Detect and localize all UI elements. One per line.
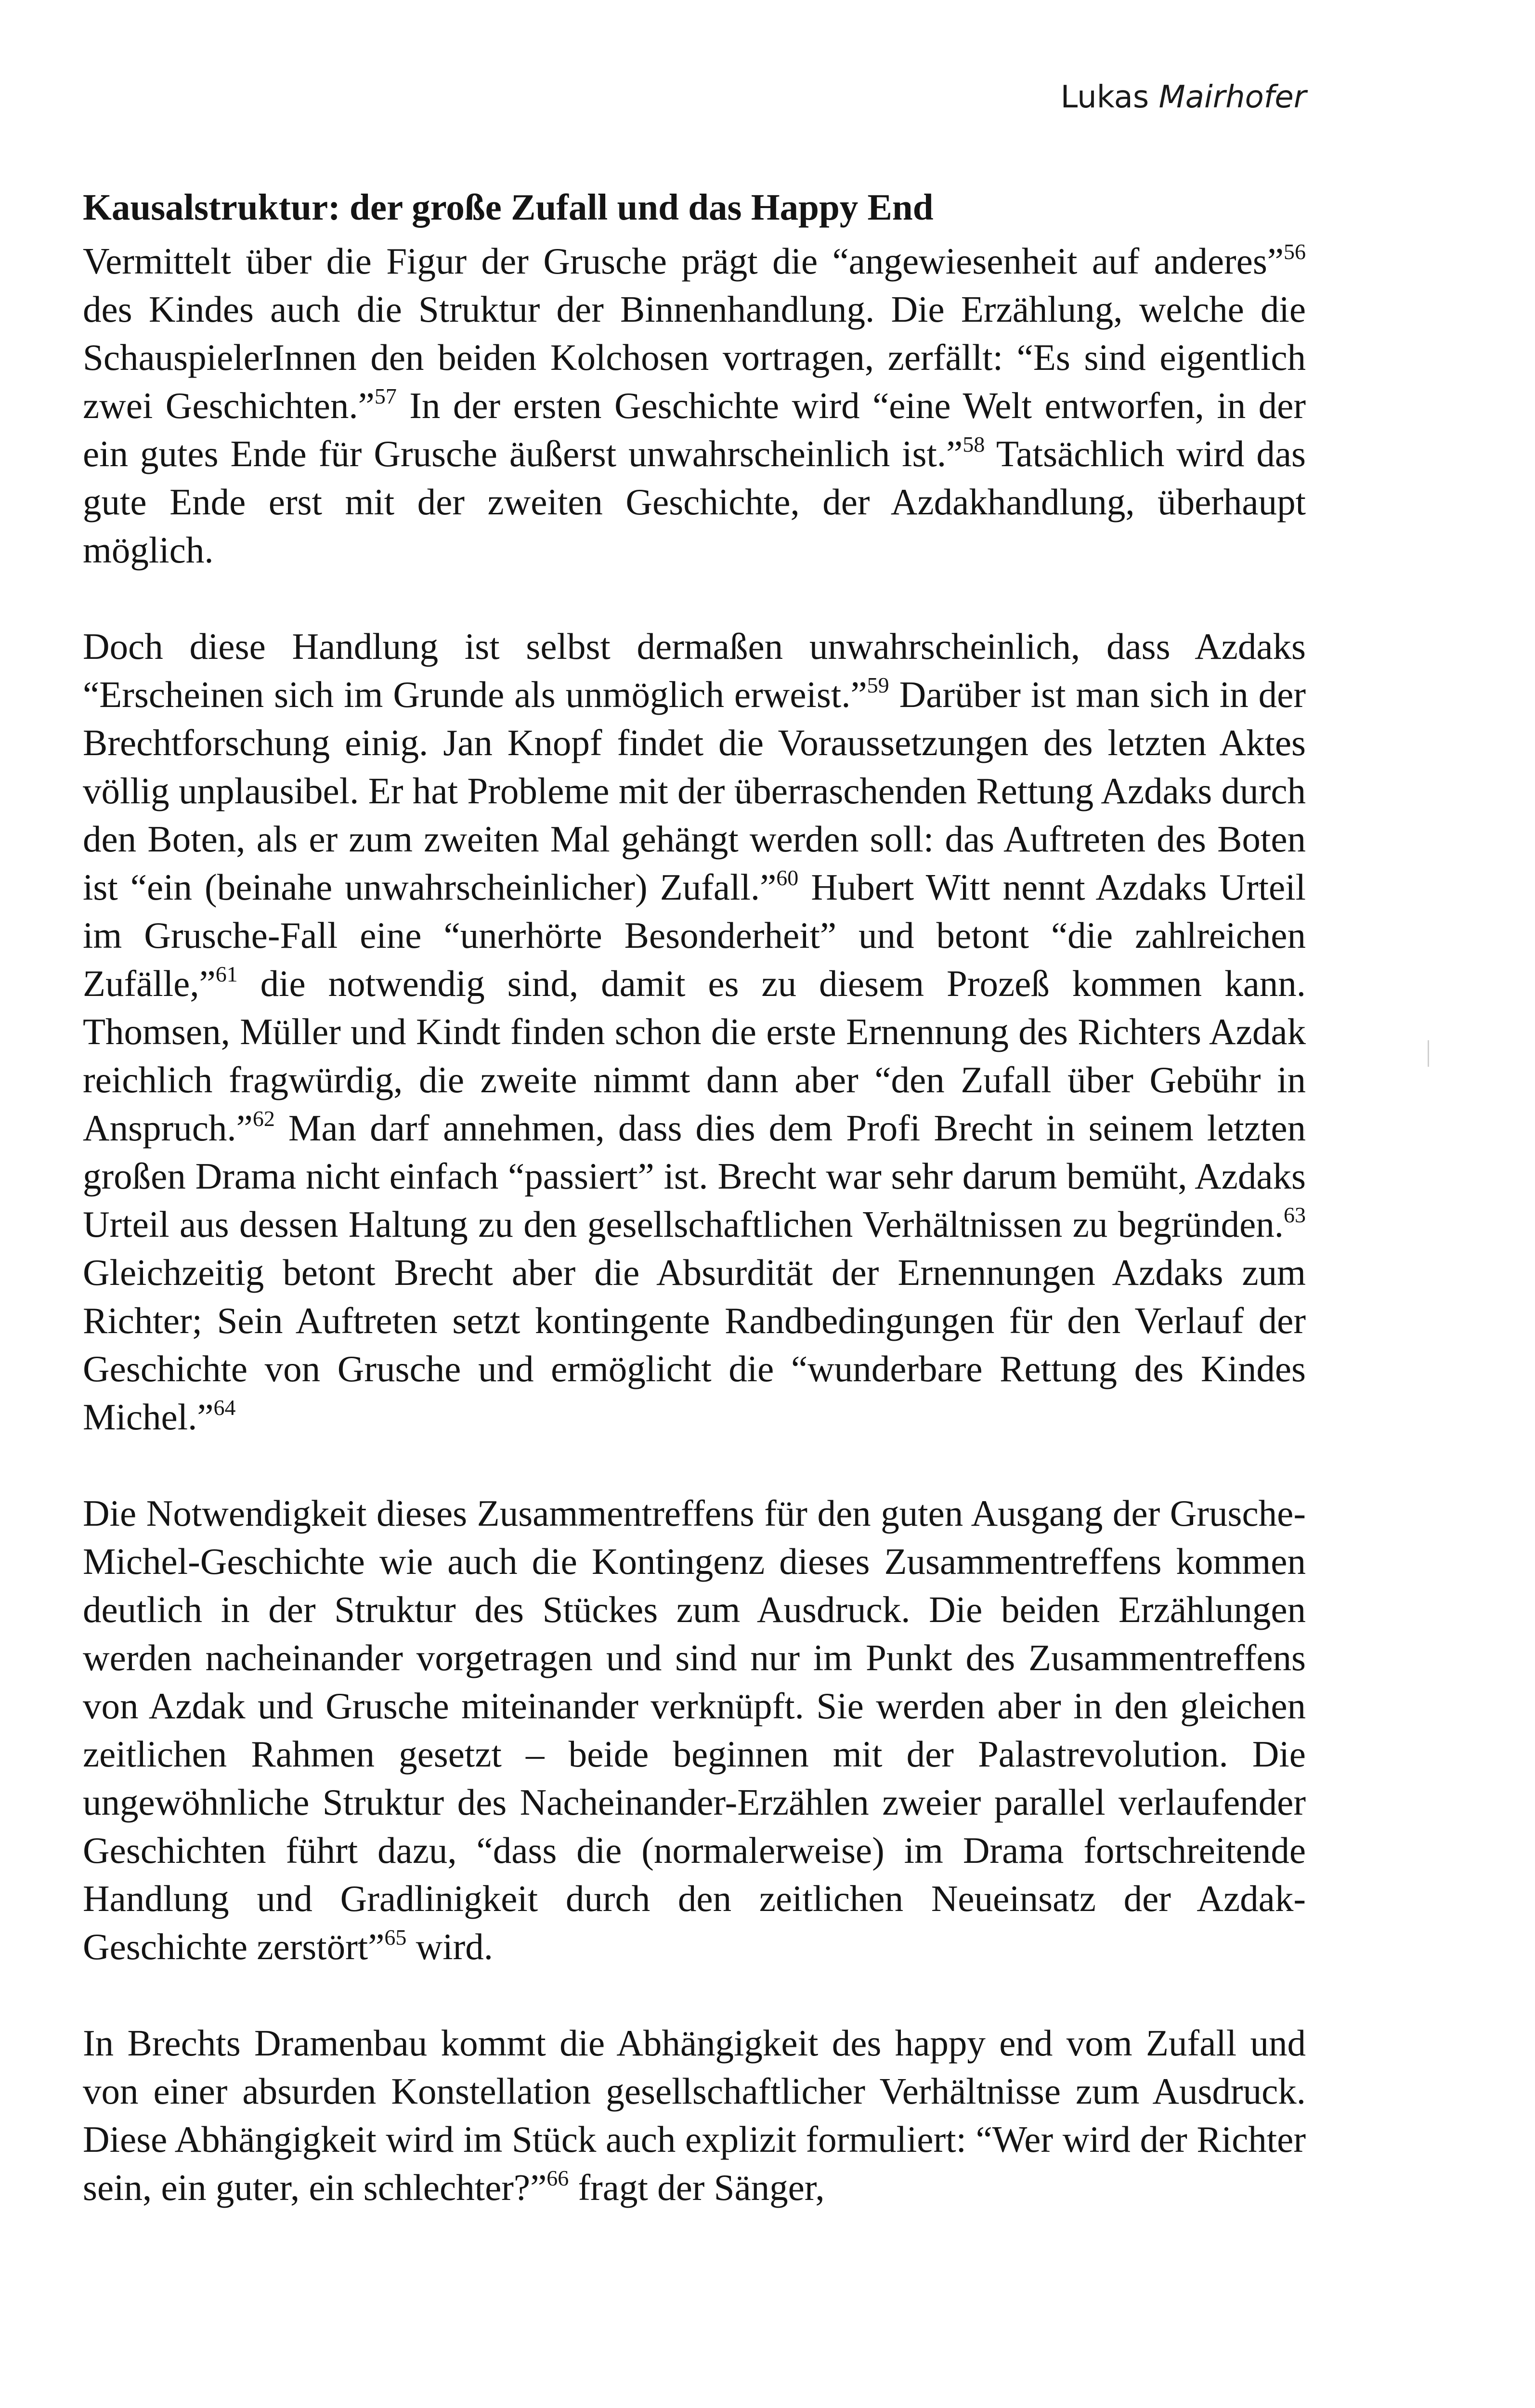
paragraph-text: Tatsächlich wird das gute Ende erst mit der zweiten Geschichte, der Azdakhandlung, überhaupt möglich. [83,433,1306,571]
margin-mark [1428,1040,1429,1067]
author-last-name: Mairhofer [1158,79,1306,115]
page-body [83,183,1306,2212]
paragraph-text: Vermittelt über die Figur der Grusche prägt die “angewiesenheit auf anderes” [83,240,1284,282]
paragraph-text: Doch diese Handlung ist selbst dermaßen unwahrscheinlich, dass Azdaks “Erscheinen sich im Grunde als unmöglich erweist.” [83,626,1306,715]
footnote-ref: 61 [215,962,238,986]
running-header-author [1061,79,1306,115]
paragraph-text: des Kindes auch die Struktur der Binnenhandlung. Die Erzählung, welche die SchauspielerInnen den beiden Kolchosen vortragen, zerfällt: “Es sind eigentlich zwei Geschichten.” [83,288,1306,426]
section-heading: Kausalstruktur: der große Zufall und das Happy End [83,186,934,228]
author-first-name: Lukas [1060,79,1149,115]
paragraph-text: fragt der Sänger, [569,2167,825,2208]
footnote-ref: 63 [1284,1203,1306,1227]
body-text [83,237,1306,2212]
paragraph-text: Gleichzeitig betont Brecht aber die Absurdität der Ernennungen Azdaks zum Richter; Sein Auftreten setzt kontingente Randbedingungen für den Verlauf der Geschichte von Grusche und ermöglicht die “wunderbare Rettung des Kindes Michel.” [83,1252,1306,1438]
footnote-ref: 57 [374,384,397,408]
paragraph-text: Man darf annehmen, dass dies dem Profi Brecht in seinem letzten großen Drama nicht einfach “passiert” ist. Brecht war sehr darum bemüht, Azdaks Urteil aus dessen Haltung zu den gesellschaftlichen Verhältnissen zu begründen. [83,1107,1306,1245]
paragraph-text: wird. [406,1926,494,1967]
paragraph-text: In Brechts Dramenbau kommt die Abhängigkeit des happy end vom Zufall und von einer absurden Konstellation gesellschaftlicher Verhältnisse zum Ausdruck. Diese Abhängigkeit wird im Stück auch explizit formuliert: “Wer wird der Richter sein, ein guter, ein schlechter?” [83,2022,1306,2208]
paragraph-text: Hubert Witt nennt Azdaks Urteil im Grusche-Fall eine “unerhörte Besonderheit” und betont “die zahlreichen Zufälle,” [83,866,1306,1004]
paragraph-text: Die Notwendigkeit dieses Zusammentreffens für den guten Ausgang der Grusche-Michel-Geschichte wie auch die Kontingenz dieses Zusammentreffens kommen deutlich in der Struktur des Stückes zum Ausdruck. Die beiden Erzählungen werden nacheinander vorgetragen und sind nur im Punkt des Zusammentreffens von Azdak und Grusche miteinander verknüpft. Sie werden aber in den gleichen zeitlichen Rahmen gesetzt – beide beginnen mit der Palastrevolution. Die ungewöhnliche Struktur des Nacheinander-Erzählen zweier parallel verlaufender Geschichten führt dazu, “dass die (normalerweise) im Drama fortschreitende Handlung und Gradlinigkeit durch den zeitlichen Neueinsatz der Azdak-Geschichte zerstört” [83,1492,1306,1967]
footnote-ref: 66 [546,2166,569,2190]
paragraph-text: Darüber ist man sich in der Brechtforschung einig. Jan Knopf findet die Voraussetzungen des letzten Aktes völlig unplausibel. Er hat Probleme mit der überraschenden Rettung Azdaks durch den Boten, als er zum zweiten Mal gehängt werden soll: das Auftreten des Boten ist “ein (beinahe unwahrscheinlicher) Zufall.” [83,674,1306,908]
paragraph [83,2019,1306,2212]
paragraph-text: In der ersten Geschichte wird “eine Welt entworfen, in der ein gutes Ende für Grusche äußerst unwahrscheinlich ist.” [83,385,1306,474]
paragraph [83,1489,1306,1971]
footnote-ref: 64 [213,1395,236,1420]
footnote-ref: 56 [1284,239,1306,264]
footnote-ref: 58 [963,432,985,457]
paragraph-text: die notwendig sind, damit es zu diesem Prozeß kommen kann. Thomsen, Müller und Kindt finden schon die erste Ernennung des Richters Azdak reichlich fragwürdig, die zweite nimmt dann aber “den Zufall über Gebühr in Anspruch.” [83,963,1306,1149]
footnote-ref: 62 [252,1106,275,1131]
paragraph [83,622,1306,1441]
footnote-ref: 59 [867,673,889,697]
footnote-ref: 60 [776,865,799,890]
paragraph [83,237,1306,574]
footnote-ref: 65 [384,1925,407,1950]
